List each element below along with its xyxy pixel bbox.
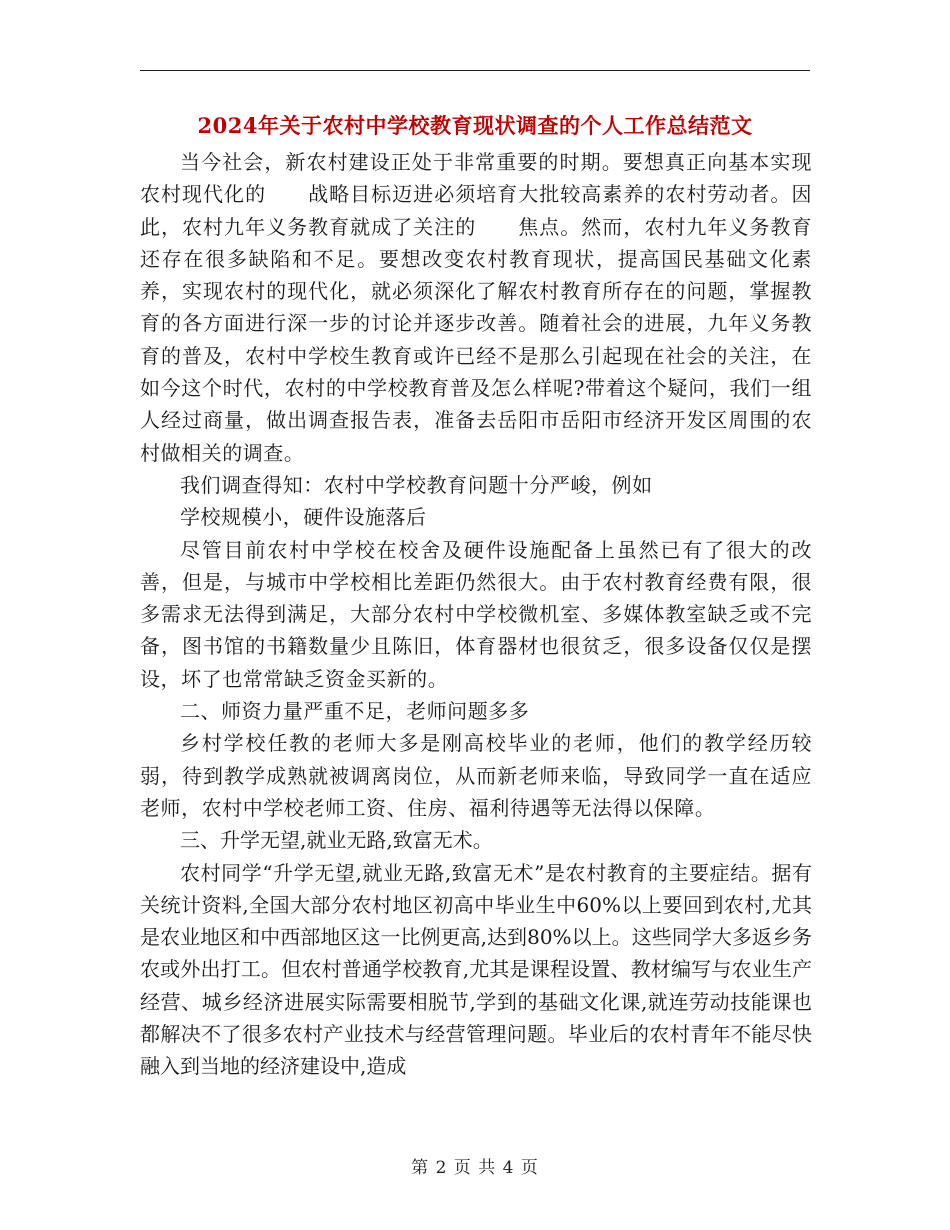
header-rule (140, 70, 810, 71)
heading-school-scale: 学校规模小，硬件设施落后 (180, 505, 427, 530)
document-title: 2024年关于农村中学校教育现状调查的个人工作总结范文 (197, 113, 753, 138)
paragraph-intro: 当今社会，新农村建设正处于非常重要的时期。要想真正向基本实现农村现代化的 战略目标迈进必须培育大批较高素养的农村劳动者。因此，农村九年义务教育就成了关注的 焦点。然而，农村九年义务教育还存在很多缺陷和不足。要想改变农村教育现状，提高国民基础文化素养，实现农村的现代化，就必须深化了解农村教育所存在的问题，掌握教育的各方面进行深一步的讨论并逐步改善。随着社会的进展，九年义务教育的普及，农村中学校生教育或许已经不是那么引起现在社会的关注，在如今这个时代，农村的中学校教育普及怎么样呢?带着这个疑问，我们一组人经过商量，做出调查报告表，准备去岳阳市岳阳市经济开发区周围的农村做相关的调查。 (140, 150, 812, 465)
paragraph-teachers: 乡村学校任教的老师大多是刚高校毕业的老师，他们的教学经历较弱，待到教学成熟就被调离岗位，从而新老师来临，导致同学一直在适应老师，农村中学校老师工资、住房、福利待遇等无法得以保障。 (140, 731, 812, 820)
page-footer: 第 2 页 共 4 页 (411, 1158, 539, 1178)
paragraph-facilities: 尽管目前农村中学校在校舍及硬件设施配备上虽然已有了很大的改善，但是，与城市中学校相比差距仍然很大。由于农村教育经费有限，很多需求无法得到满足，大部分农村中学校微机室、多媒体教室缺乏或不完备，图书馆的书籍数量少且陈旧，体育器材也很贫乏，很多设备仅仅是摆设，坏了也常常缺乏资金买新的。 (140, 537, 812, 691)
document-body (140, 146, 812, 1083)
paragraph-prospects: 农村同学“升学无望,就业无路,致富无术”是农村教育的主要症结。据有关统计资料,全国大部分农村地区初高中毕业生中60%以上要回到农村,尤其是农业地区和中西部地区这一比例更高,达到80%以上。这些同学大多返乡务农或外出打工。但农村普通学校教育,尤其是课程设置、教材编写与农业生产经营、城乡经济进展实际需要相脱节,学到的基础文化课,就连劳动技能课也都解决不了很多农村产业技术与经营管理问题。毕业后的农村青年不能尽快融入到当地的经济建设中,造成 (140, 860, 812, 1079)
heading-no-prospects: 三、升学无望,就业无路,致富无术。 (180, 828, 493, 853)
paragraph-survey-finding: 我们调查得知：农村中学校教育问题十分严峻，例如 (180, 472, 653, 497)
heading-teacher-shortage: 二、师资力量严重不足，老师问题多多 (180, 699, 530, 724)
